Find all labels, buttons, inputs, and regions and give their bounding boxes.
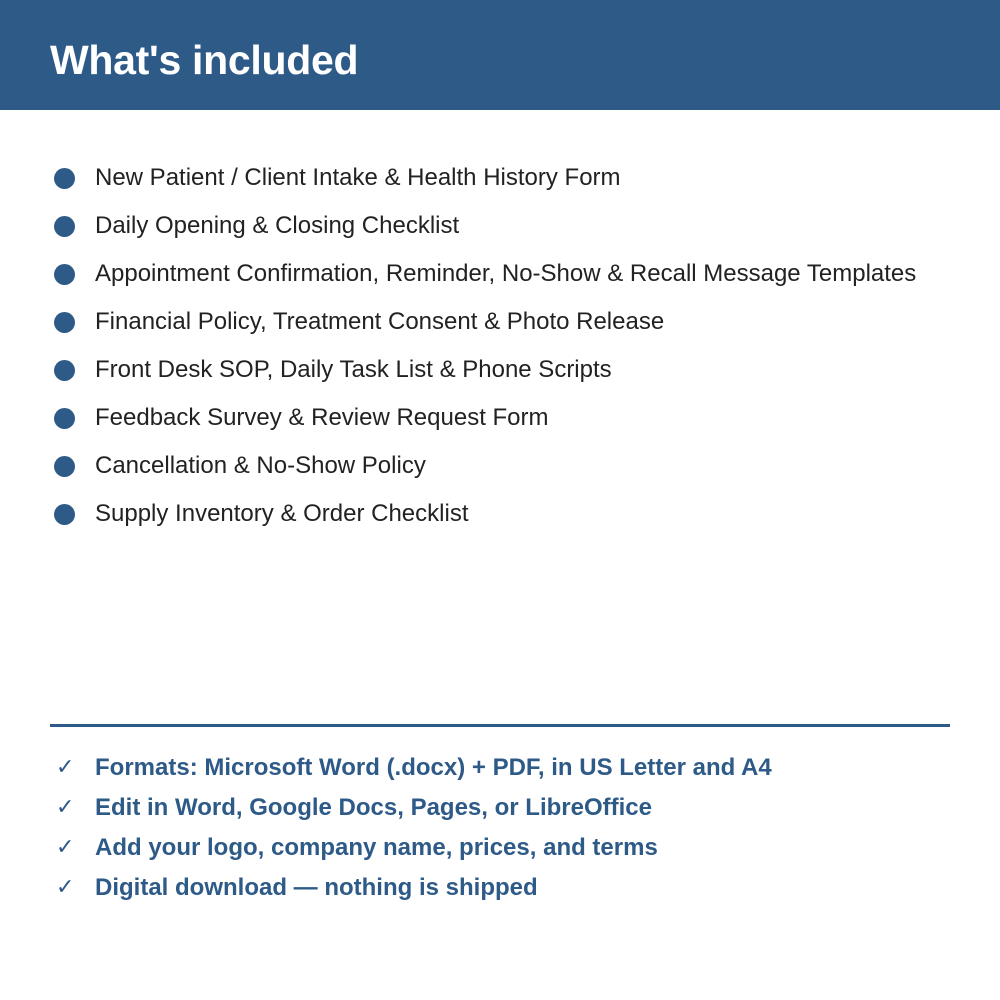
list-item-label: Feedback Survey & Review Request Form	[95, 404, 549, 431]
list-item-label: Daily Opening & Closing Checklist	[95, 212, 460, 239]
feature-label: Digital download — nothing is shipped	[95, 874, 538, 901]
checkmark-icon: ✓	[56, 875, 75, 900]
header-banner	[0, 0, 1000, 110]
list-item-label: Financial Policy, Treatment Consent & Photo Release	[95, 308, 665, 335]
list-item-label: Appointment Confirmation, Reminder, No-Show & Recall Message Templates	[95, 260, 917, 287]
bullet-icon	[54, 312, 75, 333]
bullet-icon	[54, 456, 75, 477]
checkmark-icon: ✓	[56, 755, 75, 780]
bullet-icon	[54, 504, 75, 525]
list-item	[54, 160, 934, 196]
list-item-label: Front Desk SOP, Daily Task List & Phone Scripts	[95, 356, 612, 383]
bullet-icon	[54, 168, 75, 189]
feature-item	[54, 828, 934, 868]
list-item	[54, 352, 934, 388]
feature-item	[54, 788, 934, 828]
feature-item	[54, 748, 934, 788]
bullet-icon	[54, 360, 75, 381]
list-item	[54, 400, 934, 436]
included-items-list	[54, 160, 934, 544]
list-item-label: Supply Inventory & Order Checklist	[95, 500, 469, 527]
checkmark-icon: ✓	[56, 795, 75, 820]
feature-label: Formats: Microsoft Word (.docx) + PDF, in US Letter and A4	[95, 754, 772, 781]
page-title: What's included	[50, 37, 359, 83]
list-item-label: Cancellation & No-Show Policy	[95, 452, 426, 479]
feature-label: Edit in Word, Google Docs, Pages, or LibreOffice	[95, 794, 652, 821]
list-item	[54, 208, 934, 244]
section-divider	[50, 724, 950, 727]
feature-label: Add your logo, company name, prices, and terms	[95, 834, 658, 861]
list-item	[54, 256, 934, 292]
list-item	[54, 496, 934, 532]
checkmark-icon: ✓	[56, 835, 75, 860]
features-list	[54, 748, 934, 908]
list-item	[54, 304, 934, 340]
feature-item	[54, 868, 934, 908]
bullet-icon	[54, 264, 75, 285]
list-item-label: New Patient / Client Intake & Health History Form	[95, 164, 621, 191]
bullet-icon	[54, 216, 75, 237]
bullet-icon	[54, 408, 75, 429]
list-item	[54, 448, 934, 484]
